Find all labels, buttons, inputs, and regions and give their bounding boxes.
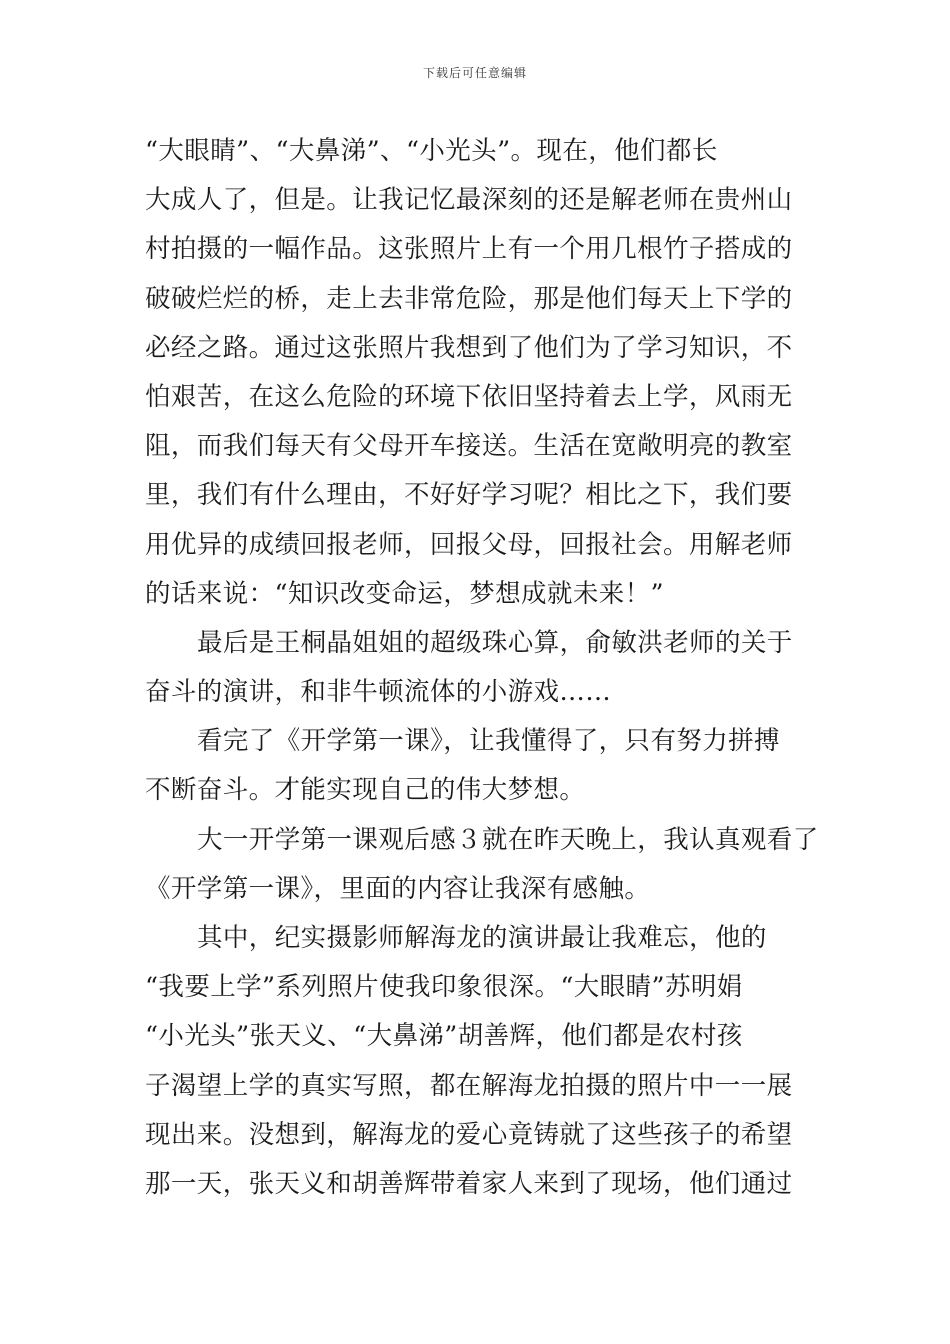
text-line: 怕艰苦，在这么危险的环境下依旧坚持着去上学，风雨无	[145, 381, 793, 412]
text-line: 其中，纪实摄影师解海龙的演讲最让我难忘，他的	[197, 923, 767, 953]
text-line: 的话来说：“知识改变命运，梦想成就未来！”	[145, 578, 664, 609]
text-line: 最后是王桐晶姐姐的超级珠心算，俞敏洪老师的关于	[197, 627, 793, 658]
text-line: 里，我们有什么理由，不好好学习呢？相比之下，我们要	[145, 480, 793, 511]
text-line: 破破烂烂的桥，走上去非常危险，那是他们每天上下学的	[145, 283, 793, 314]
text-line: 现出来。没想到，解海龙的爱心竟铸就了这些孩子的希望	[145, 1119, 793, 1150]
text-line: “小光头”张天义、“大鼻涕”胡善辉，他们都是农村孩	[145, 1021, 743, 1052]
text-line: 奋斗的演讲，和非牛顿流体的小游戏……	[145, 677, 612, 708]
text-line: 用优异的成绩回报老师，回报父母，回报社会。用解老师	[145, 529, 793, 560]
text-line: “我要上学”系列照片使我印象很深。“大眼睛”苏明娟	[145, 972, 743, 1003]
text-line: “大眼睛”、“大鼻涕”、“小光头”。现在，他们都长	[145, 136, 718, 166]
text-line: 必经之路。通过这张照片我想到了他们为了学习知识，不	[145, 332, 793, 363]
page-header: 下载后可任意编辑	[422, 66, 527, 80]
text-line: 村拍摄的一幅作品。这张照片上有一个用几根竹子搭成的	[145, 234, 793, 265]
text-line: 看完了《开学第一课》，让我懂得了，只有努力拼搏	[197, 726, 780, 757]
text-line: 那一天，张天义和胡善辉带着家人来到了现场，他们通过	[145, 1168, 793, 1199]
text-line: 大成人了，但是。让我记忆最深刻的还是解老师在贵州山	[145, 185, 793, 216]
text-line: 阻，而我们每天有父母开车接送。生活在宽敞明亮的教室	[145, 431, 793, 462]
text-line: 子渴望上学的真实写照，都在解海龙拍摄的照片中一一展	[145, 1070, 793, 1101]
document-body	[145, 127, 819, 1209]
text-line: 大一开学第一课观后感３就在昨天晚上，我认真观看了	[197, 824, 819, 855]
text-line: 不断奋斗。才能实现自己的伟大梦想。	[145, 775, 586, 806]
text-line: 《开学第一课》，里面的内容让我深有感触。	[145, 873, 651, 904]
